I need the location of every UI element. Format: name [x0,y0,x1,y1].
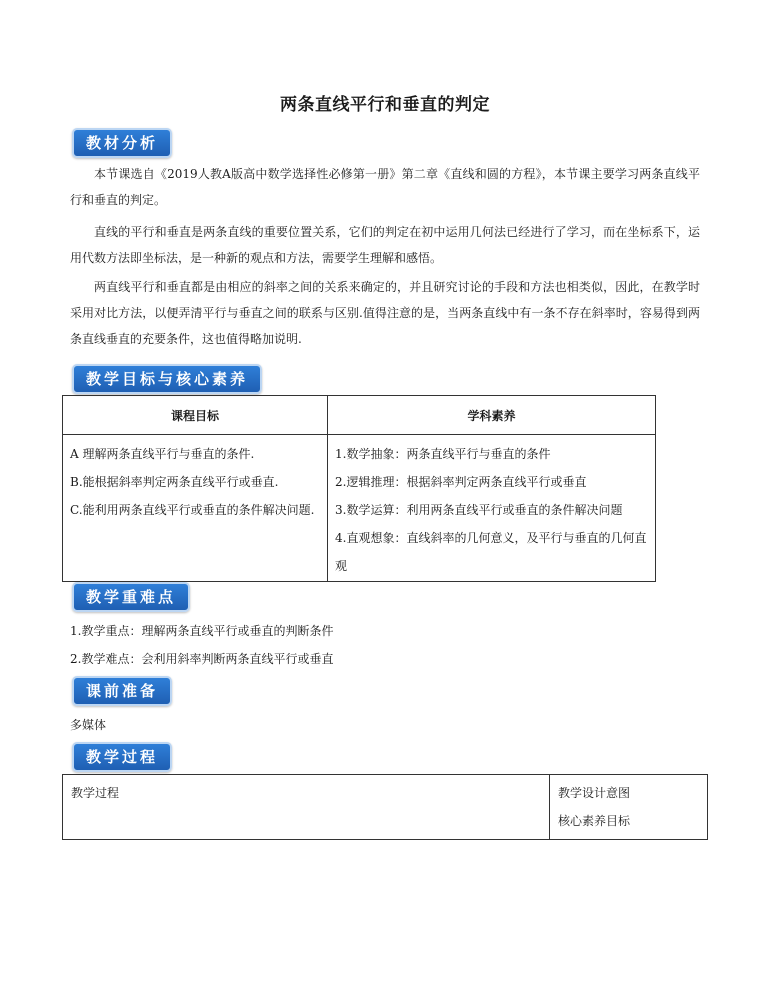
literacy-item: 3.数学运算：利用两条直线平行或垂直的条件解决问题 [335,503,623,517]
course-goals-list [64,436,326,524]
key-point-item: 2.教学难点：会利用斜率判断两条直线平行或垂直 [70,652,334,666]
course-goal-item: B.能根据斜率判定两条直线平行或垂直. [70,475,279,489]
goals-table [62,395,656,582]
course-goal-item: C.能利用两条直线平行或垂直的条件解决问题. [70,503,315,517]
analysis-paragraph-1: 本节课选自《2019人教A版高中数学选择性必修第一册》第二章《直线和圆的方程》，本节课主要学习两条直线平行和垂直的判定。 [70,167,700,207]
page-title: 两条直线平行和垂直的判定 [280,95,490,115]
course-goal-item: A 理解两条直线平行与垂直的条件. [70,447,255,461]
process-col-main: 教学过程 [63,775,550,840]
literacy-item: 1.数学抽象：两条直线平行与垂直的条件 [335,447,551,461]
literacy-item: 4.直观想象：直线斜率的几何意义，及平行与垂直的几何直观 [335,531,647,573]
section-tag-goals: 教学目标与核心素养 [72,364,262,394]
process-col-intent [550,775,708,840]
analysis-paragraph-2: 直线的平行和垂直是两条直线的重要位置关系，它们的判定在初中运用几何法已经进行了学习，而在坐标系下，运用代数方法即坐标法，是一种新的观点和方法，需要学生理解和感悟。 [70,225,700,265]
literacy-item: 2.逻辑推理：根据斜率判定两条直线平行或垂直 [335,475,587,489]
process-intent-label: 教学设计意图 [558,786,631,800]
literacy-list [329,436,654,580]
section-tag-key-points: 教学重难点 [72,582,190,612]
section-tag-analysis: 教材分析 [72,128,172,158]
header-literacy: 学科素养 [328,396,656,435]
preparation-text: 多媒体 [70,718,107,732]
process-literacy-label: 核心素养目标 [558,814,631,828]
header-course-goals: 课程目标 [63,396,328,435]
section-tag-process: 教学过程 [72,742,172,772]
section-tag-preparation: 课前准备 [72,676,172,706]
analysis-paragraph-3: 两直线平行和垂直都是由相应的斜率之间的关系来确定的，并且研究讨论的手段和方法也相类似，因此，在教学时采用对比方法，以便弄清平行与垂直之间的联系与区别.值得注意的是，当两条直线中有一条不存在斜率时，容易得到两条直线垂直的充要条件，这也值得略加说明. [70,280,700,346]
process-table [62,774,708,840]
key-point-item: 1.教学重点：理解两条直线平行或垂直的判断条件 [70,624,334,638]
